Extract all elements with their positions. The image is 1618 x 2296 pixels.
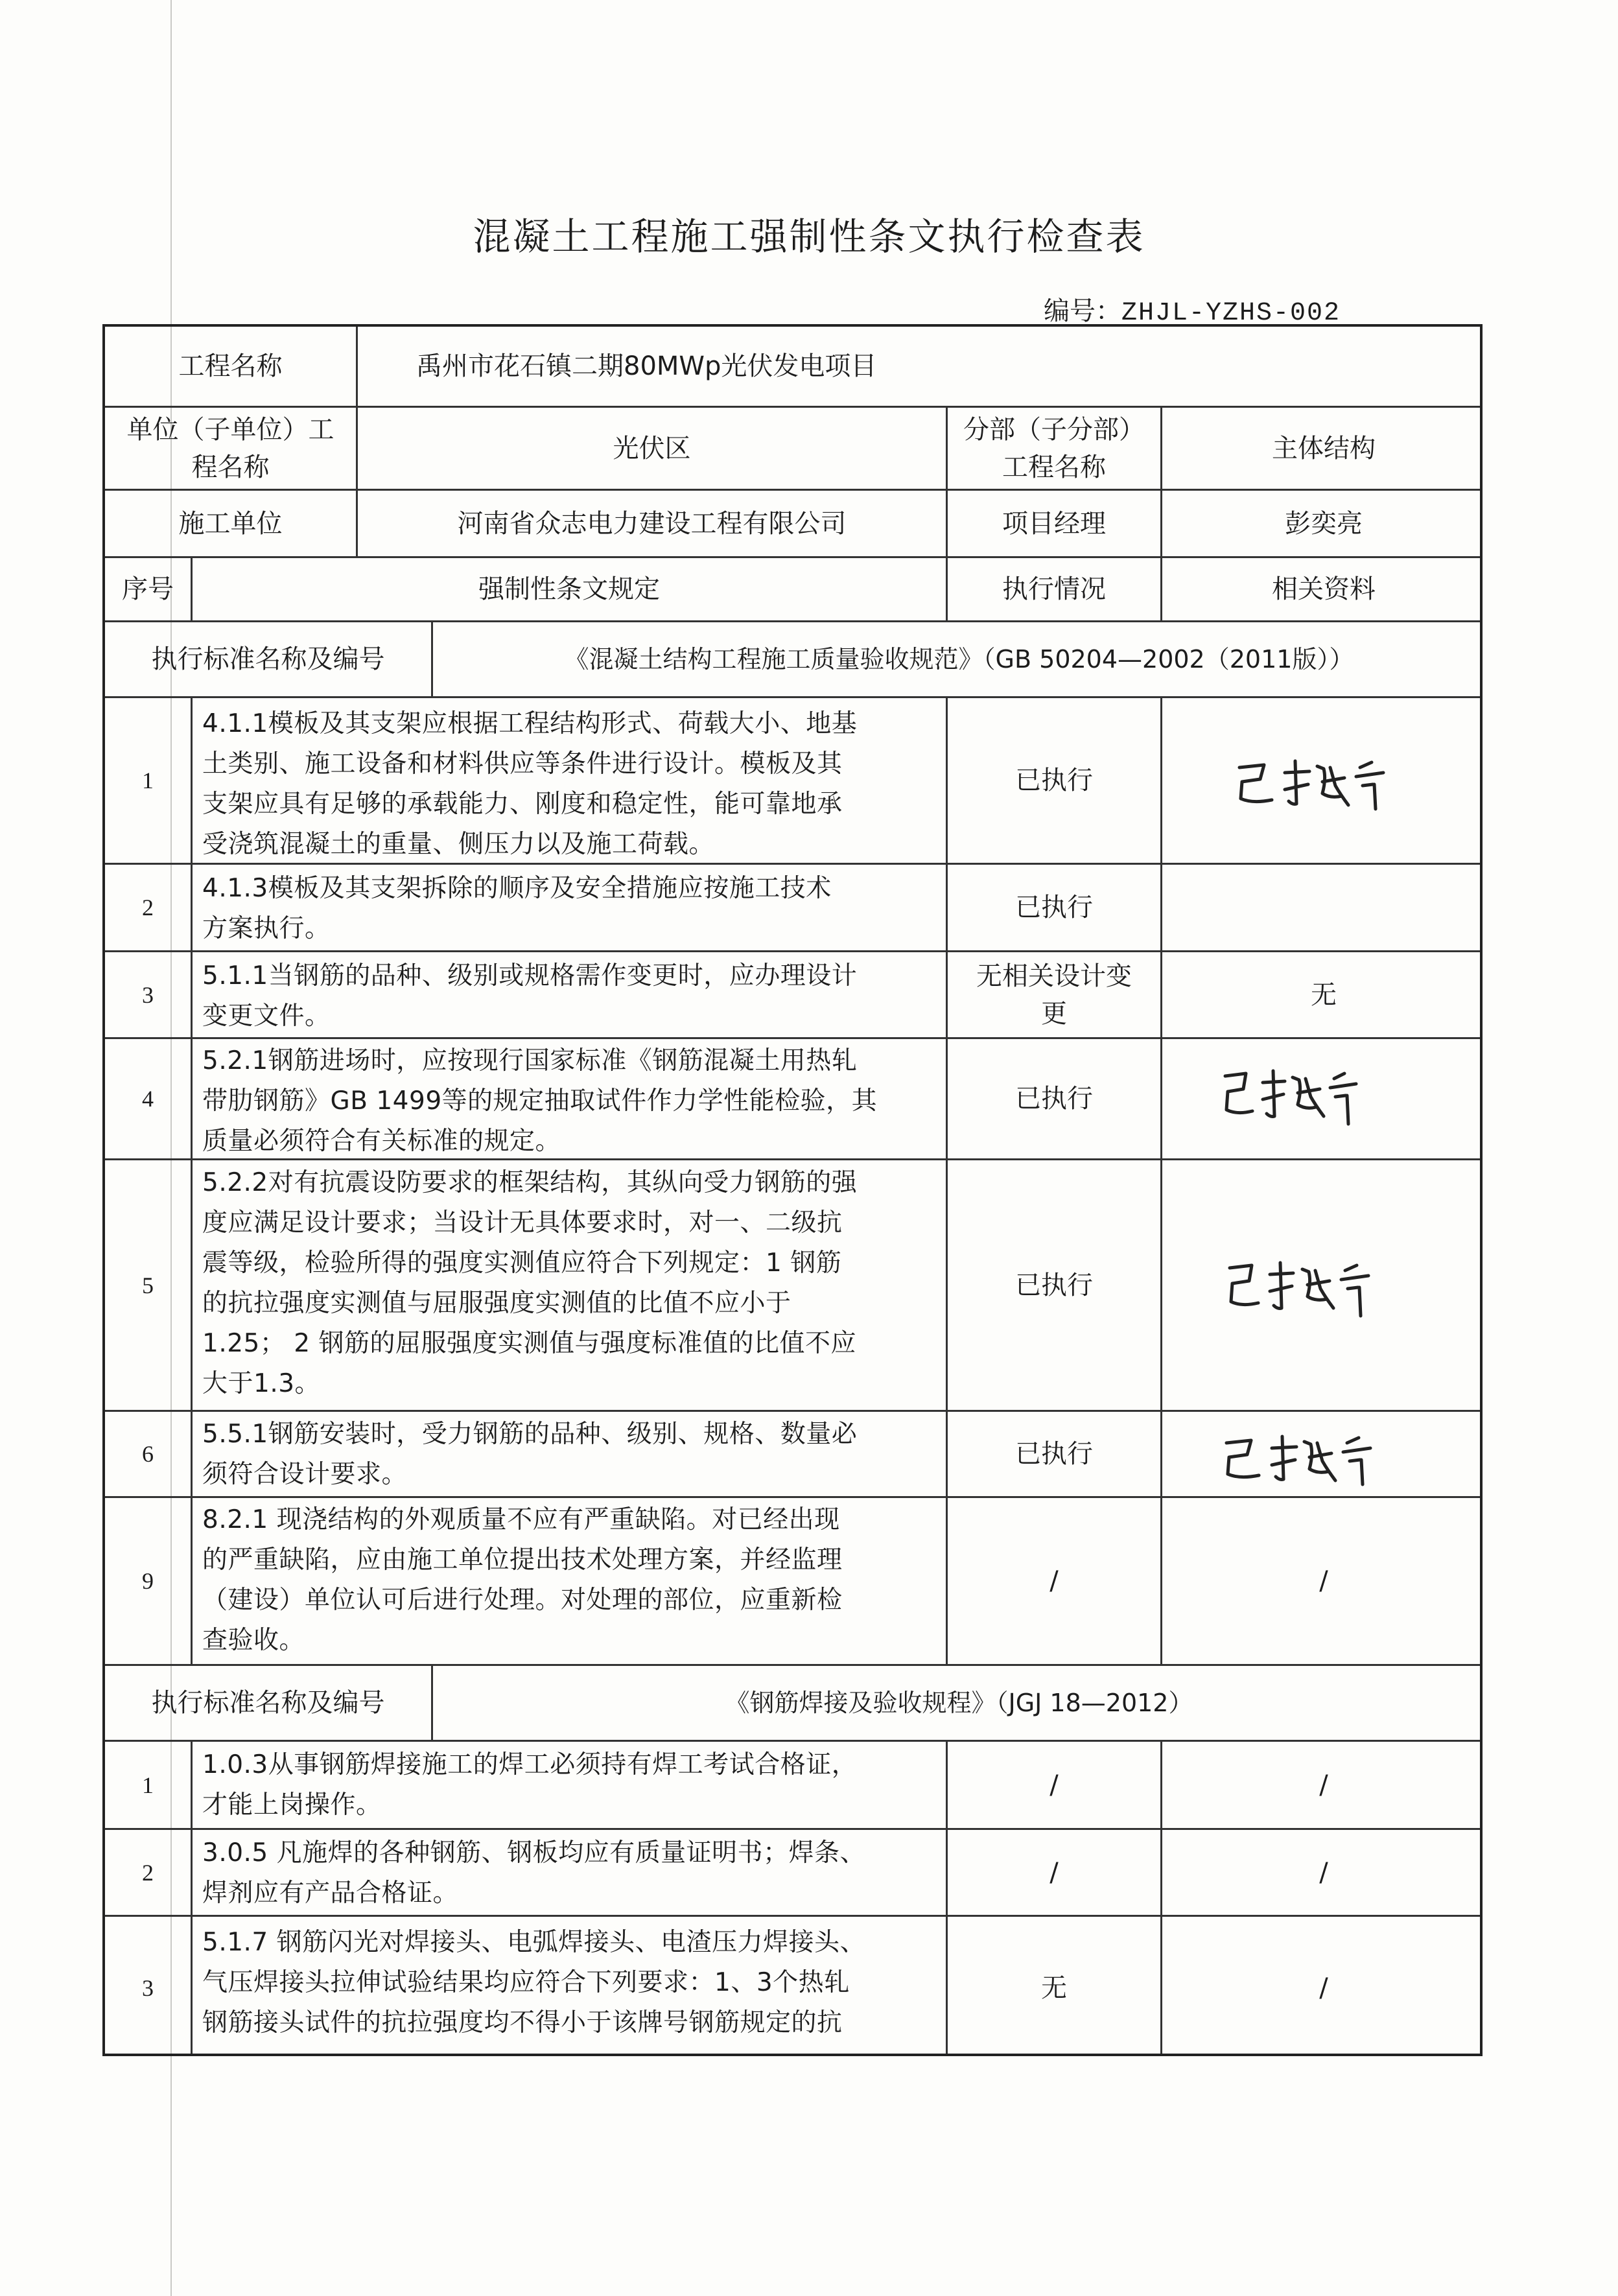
row-number: 3 bbox=[142, 1974, 154, 2001]
clause-text: 3.0.5 凡施焊的各种钢筋、钢板均应有质量证明书；焊条、 焊剂应有产品合格证。 bbox=[202, 1838, 866, 1908]
project-name-label: 工程名称 bbox=[178, 351, 283, 381]
clause-text: 5.5.1钢筋安装时，受力钢筋的品种、级别、规格、数量必 须符合设计要求。 bbox=[202, 1420, 858, 1489]
division-name-value: 主体结构 bbox=[1272, 433, 1376, 463]
status-line1: 无相关设计变 bbox=[976, 961, 1132, 991]
execution-status: / bbox=[1049, 1857, 1059, 1888]
column-header-status: 执行情况 bbox=[1002, 574, 1106, 604]
division-name-label bbox=[948, 408, 1160, 489]
row-number: 1 bbox=[142, 767, 154, 793]
clause-text: 4.1.1模板及其支架应根据工程结构形式、荷载大小、地基 土类别、施工设备和材料供应等条件进行设计。模板及其 支架应具有足够的承载能力、刚度和稳定性，能可靠地承 受浇筑混凝土的重量、侧压力以及施工荷载。 bbox=[202, 709, 858, 859]
standard-label: 执行标准名称及编号 bbox=[151, 1688, 385, 1718]
handwritten-executed-signature bbox=[1223, 1255, 1379, 1320]
execution-status: 无 bbox=[1041, 1973, 1067, 2003]
execution-status: / bbox=[1049, 1770, 1059, 1800]
clause-text: 4.1.3模板及其支架拆除的顺序及安全措施应按施工技术 方案执行。 bbox=[202, 874, 832, 943]
column-header-no: 序号 bbox=[122, 574, 174, 604]
execution-status: 已执行 bbox=[1015, 893, 1093, 922]
row-number: 9 bbox=[142, 1568, 154, 1594]
unit-name-value: 光伏区 bbox=[613, 433, 691, 463]
related-docs bbox=[1162, 865, 1483, 950]
status-line2: 更 bbox=[1041, 998, 1067, 1029]
clause-text: 5.2.2对有抗震设防要求的框架结构，其纵向受力钢筋的强 度应满足设计要求；当设计无具体要求时，对一、二级抗 震等级，检验所得的强度实测值应符合下列规定：1 钢筋 的抗拉强度实测值与屈服强度实测值的比值不应小于 1.25； 2 钢筋的屈服强度实测值与强度标准值的比值不应 大于1.3。 bbox=[202, 1168, 858, 1398]
project-manager-label: 项目经理 bbox=[1002, 508, 1106, 539]
execution-status: / bbox=[1049, 1566, 1059, 1596]
row-number: 5 bbox=[142, 1272, 154, 1298]
column-header-clause: 强制性条文规定 bbox=[478, 574, 660, 604]
division-label-line2: 工程名称 bbox=[1002, 452, 1106, 482]
row-number: 4 bbox=[142, 1086, 154, 1112]
page-title: 混凝土工程施工强制性条文执行检查表 bbox=[473, 215, 1145, 259]
clause-text: 1.0.3从事钢筋焊接施工的焊工必须持有焊工考试合格证， 才能上岗操作。 bbox=[202, 1750, 858, 1820]
standard-label: 执行标准名称及编号 bbox=[151, 644, 385, 674]
document-number-label: 编号： bbox=[1044, 296, 1121, 326]
clause-text: 8.2.1 现浇结构的外观质量不应有严重缺陷。对已经出现 的严重缺陷，应由施工单位提出技术处理方案，并经监理 （建设）单位认可后进行处理。对处理的部位，应重新检 查验收。 bbox=[202, 1505, 843, 1655]
contractor-label: 施工单位 bbox=[178, 508, 283, 539]
execution-status: 已执行 bbox=[1015, 1270, 1093, 1300]
unit-name-label-line1: 单位（子单位）工 bbox=[126, 414, 334, 445]
standard-name: 《混凝土结构工程施工质量验收规范》（GB 50204—2002（2011版）） bbox=[564, 645, 1354, 674]
inspection-table bbox=[102, 324, 1483, 2056]
project-manager-value: 彭奕亮 bbox=[1285, 508, 1363, 539]
unit-name-label-line2: 程名称 bbox=[191, 452, 270, 482]
standard-name: 《钢筋焊接及验收规程》（JGJ 18—2012） bbox=[725, 1689, 1193, 1717]
clause-text: 5.1.1当钢筋的品种、级别或规格需作变更时，应办理设计 变更文件。 bbox=[202, 961, 858, 1031]
handwritten-executed-signature bbox=[1220, 1064, 1363, 1129]
row-number: 2 bbox=[142, 895, 154, 920]
clause-text: 5.2.1钢筋进场时，应按现行国家标准《钢筋混凝土用热轧 带肋钢筋》GB 1499等的规定抽取试件作力学性能检验，其 质量必须符合有关标准的规定。 bbox=[202, 1046, 878, 1156]
project-name-value: 禹州市花石镇二期80MWp光伏发电项目 bbox=[416, 351, 877, 381]
row-number: 1 bbox=[142, 1772, 154, 1798]
execution-status bbox=[948, 952, 1160, 1037]
execution-status: 已执行 bbox=[1015, 1439, 1093, 1469]
clause-text: 5.1.7 钢筋闪光对焊接头、电弧焊接头、电渣压力焊接头、 气压焊接头拉伸试验结果均应符合下列要求：1、3个热轧 钢筋接头试件的抗拉强度均不得小于该牌号钢筋规定的抗 bbox=[202, 1928, 866, 2037]
related-docs: / bbox=[1319, 1770, 1328, 1800]
unit-name-label bbox=[105, 408, 356, 489]
related-docs: / bbox=[1319, 1857, 1328, 1888]
row-number: 3 bbox=[142, 981, 154, 1008]
column-header-docs: 相关资料 bbox=[1272, 574, 1376, 604]
related-docs: / bbox=[1319, 1566, 1328, 1596]
execution-status: 已执行 bbox=[1015, 766, 1093, 795]
document-number-value: ZHJL-YZHS-002 bbox=[1121, 299, 1341, 328]
contractor-value: 河南省众志电力建设工程有限公司 bbox=[457, 508, 847, 539]
division-label-line1: 分部（子分部） bbox=[963, 414, 1145, 445]
document-number bbox=[1044, 290, 1341, 328]
row-number: 6 bbox=[142, 1441, 154, 1467]
row-number: 2 bbox=[142, 1859, 154, 1886]
execution-status: 已执行 bbox=[1015, 1084, 1093, 1114]
handwritten-executed-signature bbox=[1233, 753, 1395, 812]
handwritten-executed-signature bbox=[1220, 1429, 1382, 1487]
related-docs: / bbox=[1319, 1973, 1328, 2003]
related-docs: 无 bbox=[1311, 979, 1337, 1010]
